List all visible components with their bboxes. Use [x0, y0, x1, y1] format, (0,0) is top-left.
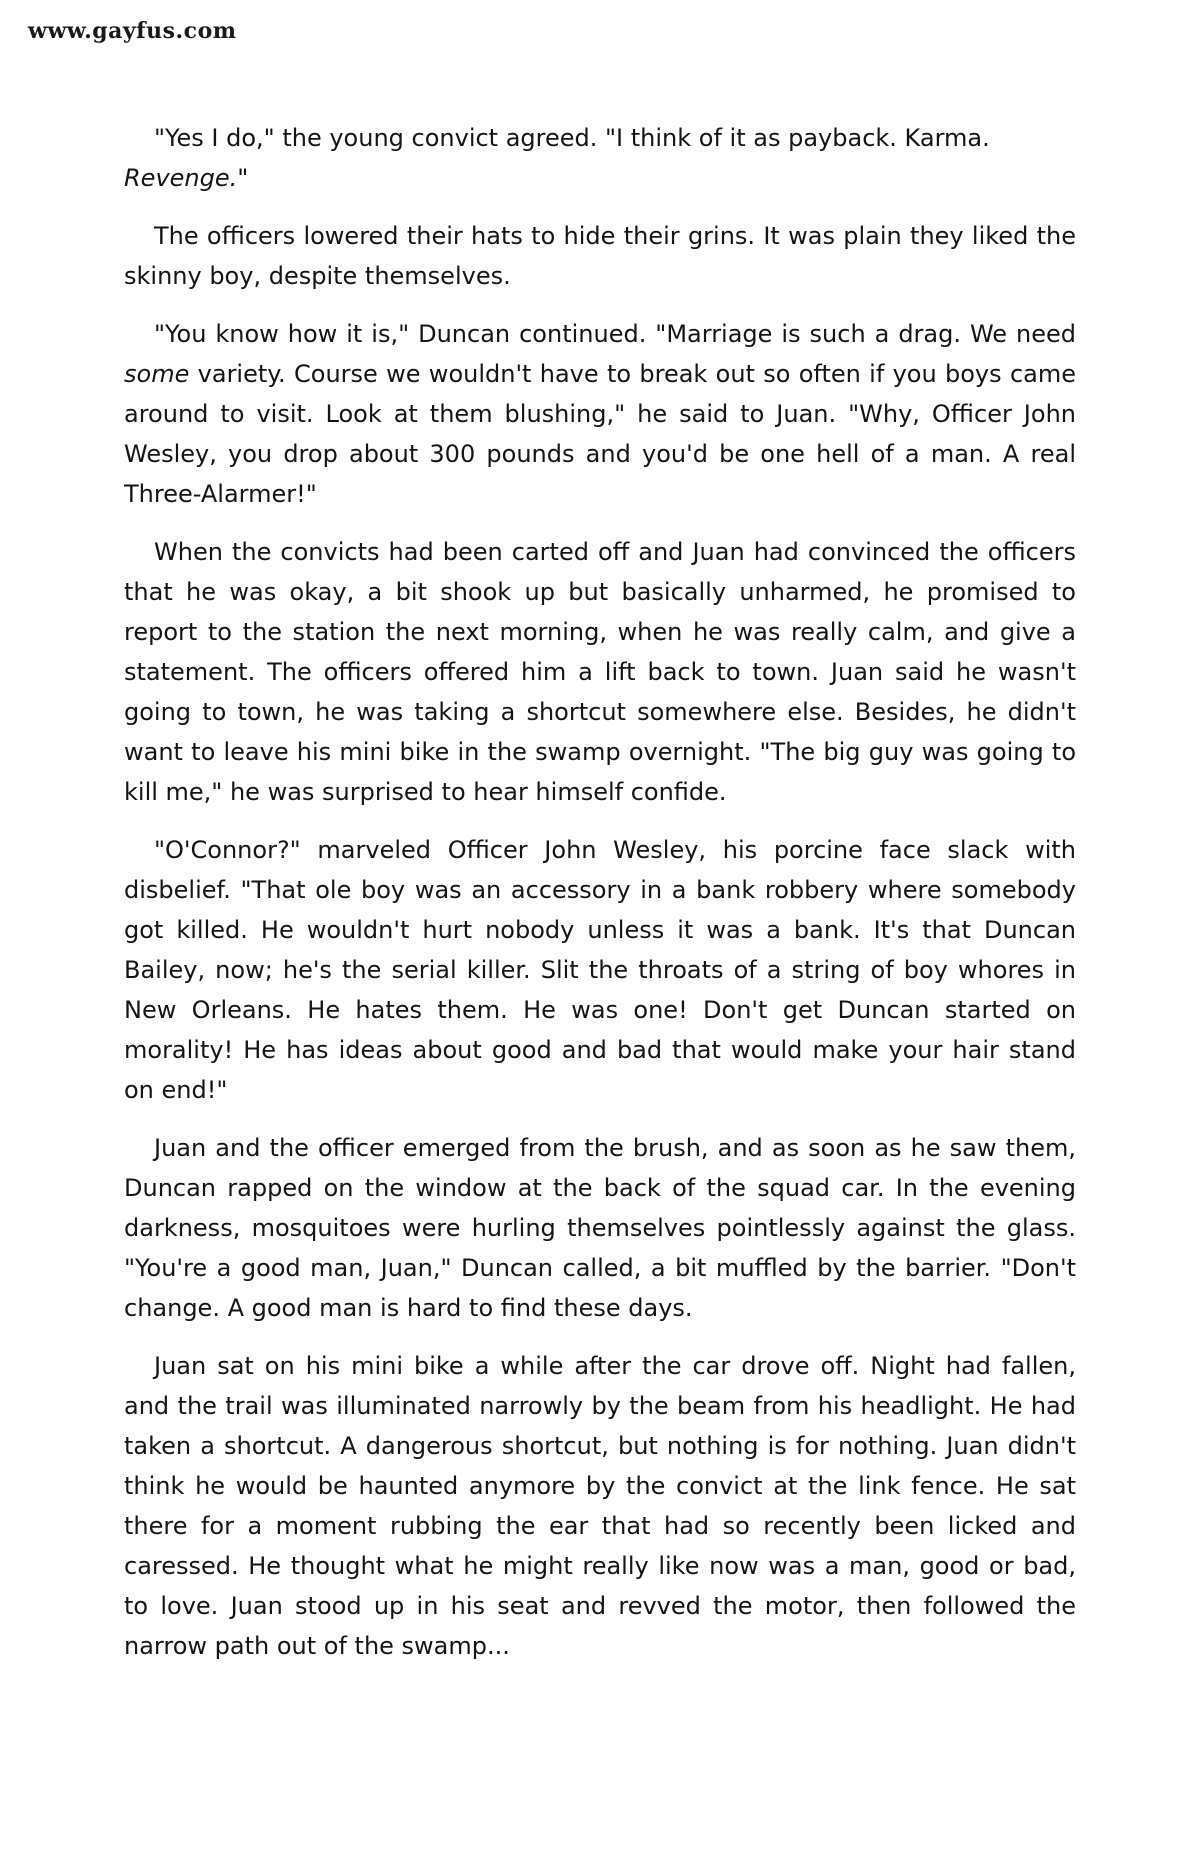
paragraph-4: When the convicts had been carted off and Juan had convinced the officers that he was okay, a bit shook up but basically unharmed, he promised to report to the station the next morning, when he was really calm, and give a statement. The officers offered him a lift back to town. Juan said he wasn't going to town, he was taking a shortcut somewhere else. Besides, he didn't want to leave his mini bike in the swamp overnight. "The big guy was going to kill me," he was surprised to hear himself confide.: [124, 538, 1076, 806]
paragraph-3-text: "You know how it is," Duncan continued. "Marriage is such a drag. We need: [154, 320, 1076, 348]
site-watermark: www.gayfus.com: [28, 18, 237, 44]
paragraph-1-emphasis: Revenge.: [124, 164, 238, 192]
paragraph-1-closing: ": [237, 164, 249, 192]
paragraph-7: Juan sat on his mini bike a while after the car drove off. Night had fallen, and the trail was illuminated narrowly by the beam from his headlight. He had taken a shortcut. A dangerous shortcut, but nothing is for nothing. Juan didn't think he would be haunted anymore by the convict at the link fence. He sat there for a moment rubbing the ear that had so recently been licked and caressed. He thought what he might really like now was a man, good or bad, to love. Juan stood up in his seat and revved the motor, then followed the narrow path out of the swamp...: [124, 1352, 1076, 1660]
paragraph-2: The officers lowered their hats to hide their grins. It was plain they liked the skinny boy, despite themselves.: [124, 222, 1076, 290]
paragraph-1: [124, 118, 1076, 198]
paragraph-6: Juan and the officer emerged from the brush, and as soon as he saw them, Duncan rapped on the window at the back of the squad car. In the evening darkness, mosquitoes were hurling themselves pointlessly against the glass. "You're a good man, Juan," Duncan called, a bit muffled by the barrier. "Don't change. A good man is hard to find these days.: [124, 1134, 1076, 1322]
paragraph-3: [124, 314, 1076, 514]
paragraph-3-emphasis: some: [124, 360, 190, 388]
paragraph-3-rest: variety. Course we wouldn't have to break out so often if you boys came around to visit. Look at them blushing," he said to Juan. "Why, Officer John Wesley, you drop about 300 pounds and you'd be one hell of a man. A real Three-Alarmer!": [124, 360, 1076, 508]
paragraph-5: "O'Connor?" marveled Officer John Wesley, his porcine face slack with disbelief. "That ole boy was an accessory in a bank robbery where somebody got killed. He wouldn't hurt nobody unless it was a bank. It's that Duncan Bailey, now; he's the serial killer. Slit the throats of a string of boy whores in New Orleans. He hates them. He was one! Don't get Duncan started on morality! He has ideas about good and bad that would make your hair stand on end!": [124, 836, 1076, 1104]
story-text: [124, 118, 1076, 1684]
paragraph-1-text: "Yes I do," the young convict agreed. "I think of it as payback. Karma.: [154, 124, 990, 152]
